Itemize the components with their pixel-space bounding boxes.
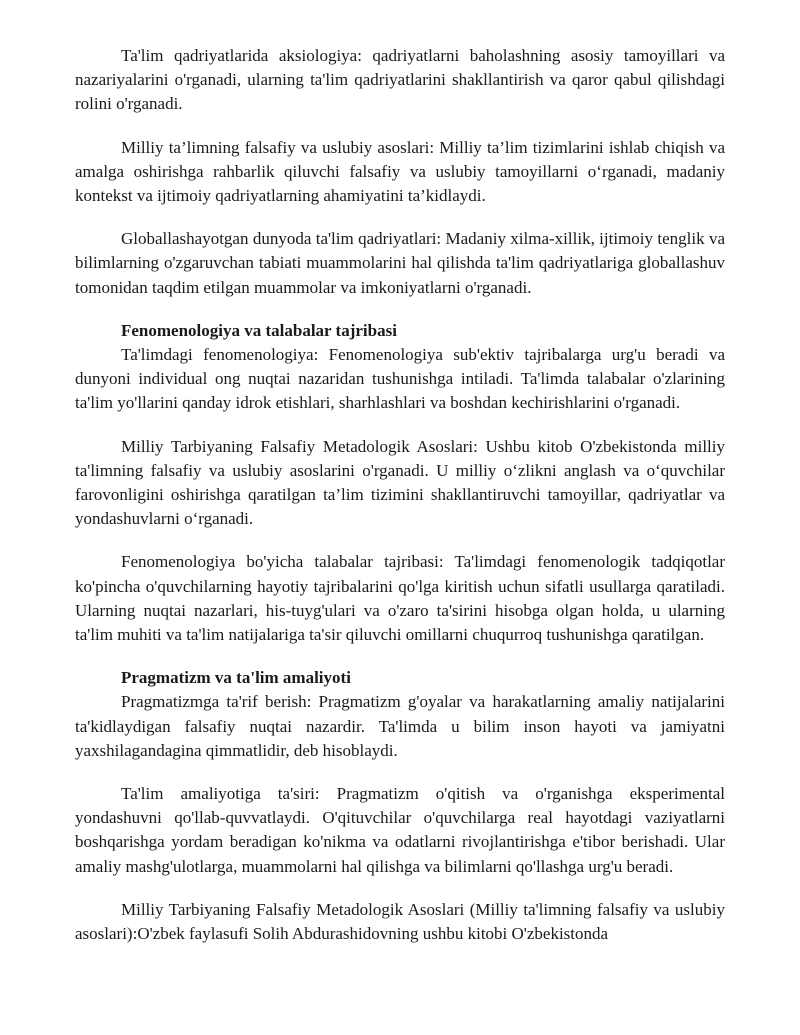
section-heading-phenomenology: Fenomenologiya va talabalar tajribasi (121, 320, 397, 340)
section-heading-pragmatism: Pragmatizm va ta'lim amaliyoti (121, 668, 351, 688)
paragraph-book-national-upbringing: Milliy Tarbiyaning Falsafiy Metadologik Asoslari: Ushbu kitob O'zbekistonda milliy ta'limning falsafiy va uslubiy asoslarini o'rganadi. U milliy o‘zlikni anglash va o‘quvchilar farovonligini oshirishga qaratilgan ta’lim tizimini shakllantiruvchi tamoyillar, qadriyatlar va yondashuvlarni o‘rganadi. (75, 436, 725, 529)
paragraph-educational-practice-impact: Ta'lim amaliyotiga ta'siri: Pragmatizm o'qitish va o'rganishga eksperimental yondashuvni qo'llab-quvvatlaydi. O'qituvchilar o'quvchilarga real hayotdagi vaziyatlarni boshqarishga yordam beradigan ko'nikma va odatlarni rivojlantirishga e'tibor berishadi. Ular amaliy mashg'ulotlarga, muammolarni hal qilishga va bilimlarni qo'llashga urg'u beradi. (75, 784, 725, 876)
paragraph-pragmatism-definition: Pragmatizmga ta'rif berish: Pragmatizm g'oyalar va harakatlarning amaliy natijalarini ta'kidlaydigan falsafiy nuqtai nazardir. Ta'limda u bilim inson hayoti va jamiyatni yaxshilagandagina qimmatlidir, deb hisoblaydi. (75, 692, 725, 760)
paragraph-student-experience: Fenomenologiya bo'yicha talabalar tajribasi: Ta'limdagi fenomenologik tadqiqotlar ko'pincha o'quvchilarning hayotiy tajribalarini qo'lga kiritish uchun sifatli usullarga qaratiladi. Ularning nuqtai nazarlari, his-tuyg'ulari va o'zaro ta'sirini hisobga olgan holda, u ularning ta'lim muhiti va ta'lim natijalariga ta'sir qiluvchi omillarni chuqurroq tushunishga qaratilgan. (75, 552, 725, 645)
paragraph-abdurashidov-book: Milliy Tarbiyaning Falsafiy Metadologik Asoslari (Milliy ta'limning falsafiy va uslubiy asoslari):O'zbek faylasufi Solih Abdurashidovning ushbu kitobi O'zbekistonda (75, 899, 725, 944)
paragraph-globalization-values: Globallashayotgan dunyoda ta'lim qadriyatlari: Madaniy xilma-xillik, ijtimoiy tenglik va bilimlarning o'zgaruvchan tabiati muammolarini hal qilishda ta'lim qadriyatlariga globallashuv tomonidan taqdim etilgan muammolar va imkoniyatlarni o'rganadi. (75, 229, 725, 297)
paragraph-axiology: Ta'lim qadriyatlarida aksiologiya: qadriyatlarni baholashning asosiy tamoyillari va nazariyalarini o'rganadi, ularning ta'lim qadriyatlarini shakllantirish va qaror qabul qilishdagi rolini o'rganadi. (75, 46, 725, 114)
paragraph-phenomenology-in-education: Ta'limdagi fenomenologiya: Fenomenologiya sub'ektiv tajribalarga urg'u beradi va dunyoni individual ong nuqtai nazaridan tushunishga intiladi. Ta'limda talabalar o'zlarining ta'lim yo'llarini qanday idrok etishlari, sharhlashlari va boshdan kechirishlarini o'rganadi. (75, 345, 725, 413)
document-page (75, 44, 725, 965)
paragraph-national-education-foundations: Milliy ta’limning falsafiy va uslubiy asoslari: Milliy ta’lim tizimlarini ishlab chiqish va amalga oshirishga rahbarlik qiluvchi falsafiy va uslubiy tamoyillarni o‘rganadi, madaniy kontekst va ijtimoiy qadriyatlarning ahamiyatini ta’kidlaydi. (75, 137, 725, 206)
